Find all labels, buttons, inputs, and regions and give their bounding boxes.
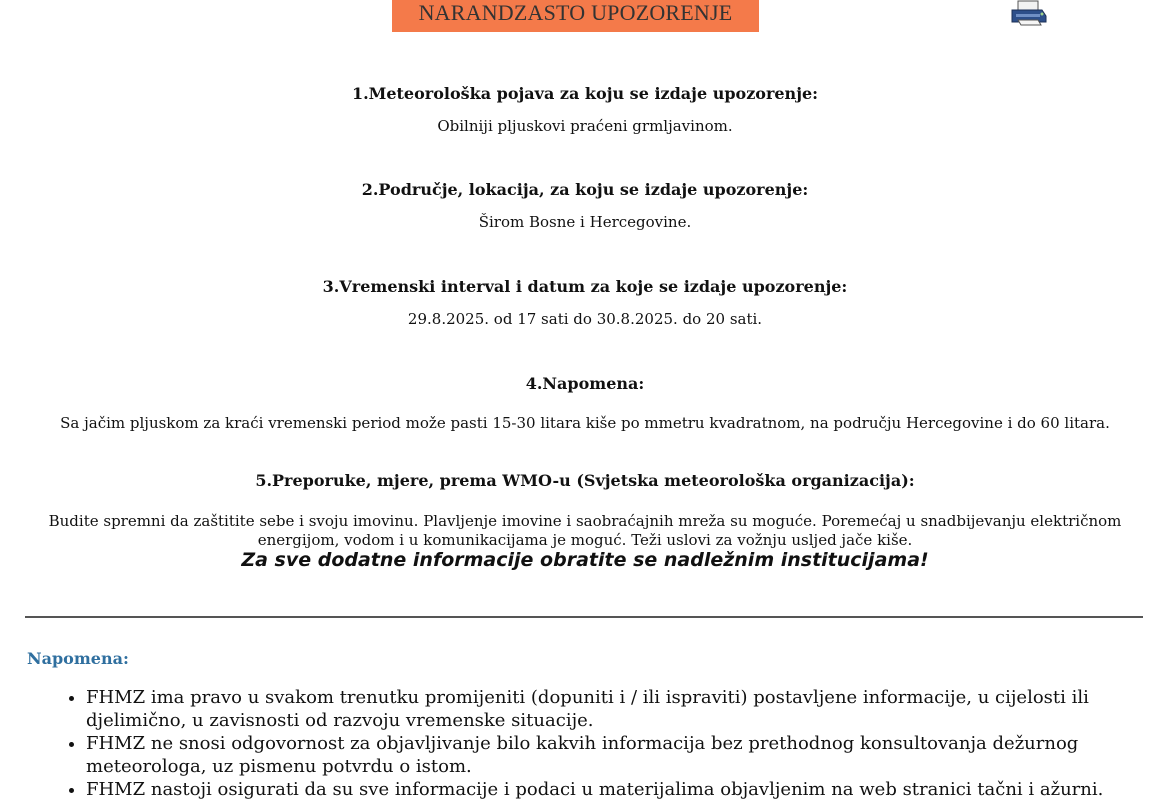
print-button[interactable]: [1008, 0, 1050, 26]
notes-list: [40, 686, 1166, 801]
notes-heading: Napomena:: [27, 649, 129, 668]
section-interval: [0, 277, 1170, 328]
divider: [25, 616, 1143, 618]
section-area: [0, 180, 1170, 231]
contact-institutions-note: Za sve dodatne informacije obratite se nadležnim institucijama!: [241, 549, 929, 571]
section-note: [0, 374, 1170, 432]
section-phenomenon: [0, 84, 1170, 135]
printer-icon: [1008, 0, 1050, 26]
section-title: 1.Meteorološka pojava za koju se izdaje upozorenje:: [351, 84, 819, 103]
section-title: 3.Vremenski interval i datum za koje se izdaje upozorenje:: [322, 277, 848, 296]
section-title: 4.Napomena:: [525, 374, 645, 393]
section-body: Obilniji pljuskovi praćeni grmljavinom.: [437, 117, 733, 135]
section-body-line1: Budite spremni da zaštitite sebe i svoju imovinu. Plavljenje imovine i saobraćajnih mreža su moguće. Poremećaj u snadbijevanju električnom: [48, 512, 1122, 530]
warning-level-banner: NARANDZASTO UPOZORENJE: [392, 0, 759, 32]
section-body: Sa jačim pljuskom za kraći vremenski period može pasti 15-30 litara kiše po mmetru kvadratnom, na području Hercegovine i do 60 litara.: [60, 414, 1110, 432]
list-item: • FHMZ ne snosi odgovornost za objavljivanje bilo kakvih informacija bez prethodnog konsultovanja dežurnog meteorologa, uz pismenu potvrdu o istom.: [86, 732, 1166, 778]
list-item: • FHMZ ima pravo u svakom trenutku promijeniti (dopuniti i / ili ispraviti) postavljene informacije, u cijelosti ili djelimično, u zavisnosti od razvoju vremenske situacije.: [86, 686, 1166, 732]
section-title: 5.Preporuke, mjere, prema WMO-u (Svjetska meteorološka organizacija):: [255, 471, 915, 490]
list-item: • FHMZ nastoji osigurati da su sve informacije i podaci u materijalima objavljenim na web stranici tačni i ažurni.: [86, 778, 1166, 801]
section-title: 2.Područje, lokacija, za koju se izdaje upozorenje:: [361, 180, 809, 199]
section-body: 29.8.2025. od 17 sati do 30.8.2025. do 20 sati.: [407, 310, 763, 328]
section-body: Širom Bosne i Hercegovine.: [478, 213, 692, 231]
section-recommendations: [0, 471, 1170, 571]
section-body-line2: energijom, vodom i u komunikacijama je moguć. Teži uslovi za vožnju usljed jače kiše.: [257, 531, 913, 549]
